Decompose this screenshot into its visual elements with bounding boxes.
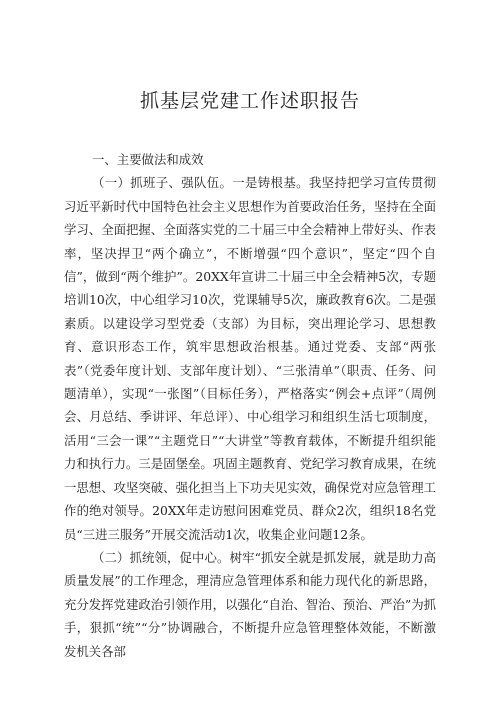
paragraph-1: （一）抓班子、强队伍。一是铸根基。我坚持把学习宣传贯彻习近平新时代中国特色社会主义思想作为首要政治任务，坚持在全面学习、全面把握、全面落实党的二十届三中全会精神上带好头、作表率，坚决捍卫“两个确立”，不断增强“四个意识”，坚定“四个自信”，做到“两个维护”。20XX年宣讲二十届三中全会精神5次，专题培训10次，中心组学习10次，党课辅导5次，廉政教育6次。二是强素质。以建设学习型党委（支部）为目标，突出理论学习、思想教育、意识形态工作，筑牢思想政治根基。通过党委、支部“两张表”（党委年度计划、支部年度计划）、“三张清单”（职责、任务、问题清单），实现“一张图”（目标任务），严格落实“例会+点评”（周例会、月总结、季讲评、年总评）、中心组学习和组织生活七项制度，活用“三会一课”“主题党日”“大讲堂”等教育载体，不断提升组织能力和执行力。三是固堡垒。巩固主题教育、党纪学习教育成果，在统一思想、攻坚突破、强化担当上下功夫见实效，确保党对应急管理工作的绝对领导。20XX年走访慰问困难党员、群众2次，组织18名党员“三进三服务”开展交流活动1次，收集企业问题12条。 — [64, 175, 436, 542]
document-body — [64, 148, 436, 663]
section-heading: 一、主要做法和成效 — [92, 152, 204, 167]
paragraph-2: （二）抓统领，促中心。树牢“抓安全就是抓发展，就是助力高质量发展”的工作理念，理清应急管理体系和能力现代化的新思路，充分发挥党建政治引领作用，以强化“自治、智治、预治、严治”为抓手，狠抓“统”“分”协调融合，不断提升应急管理整体效能，不断激发机关各部 — [64, 549, 436, 659]
document-title: 抓基层党建工作述职报告 — [139, 90, 360, 112]
